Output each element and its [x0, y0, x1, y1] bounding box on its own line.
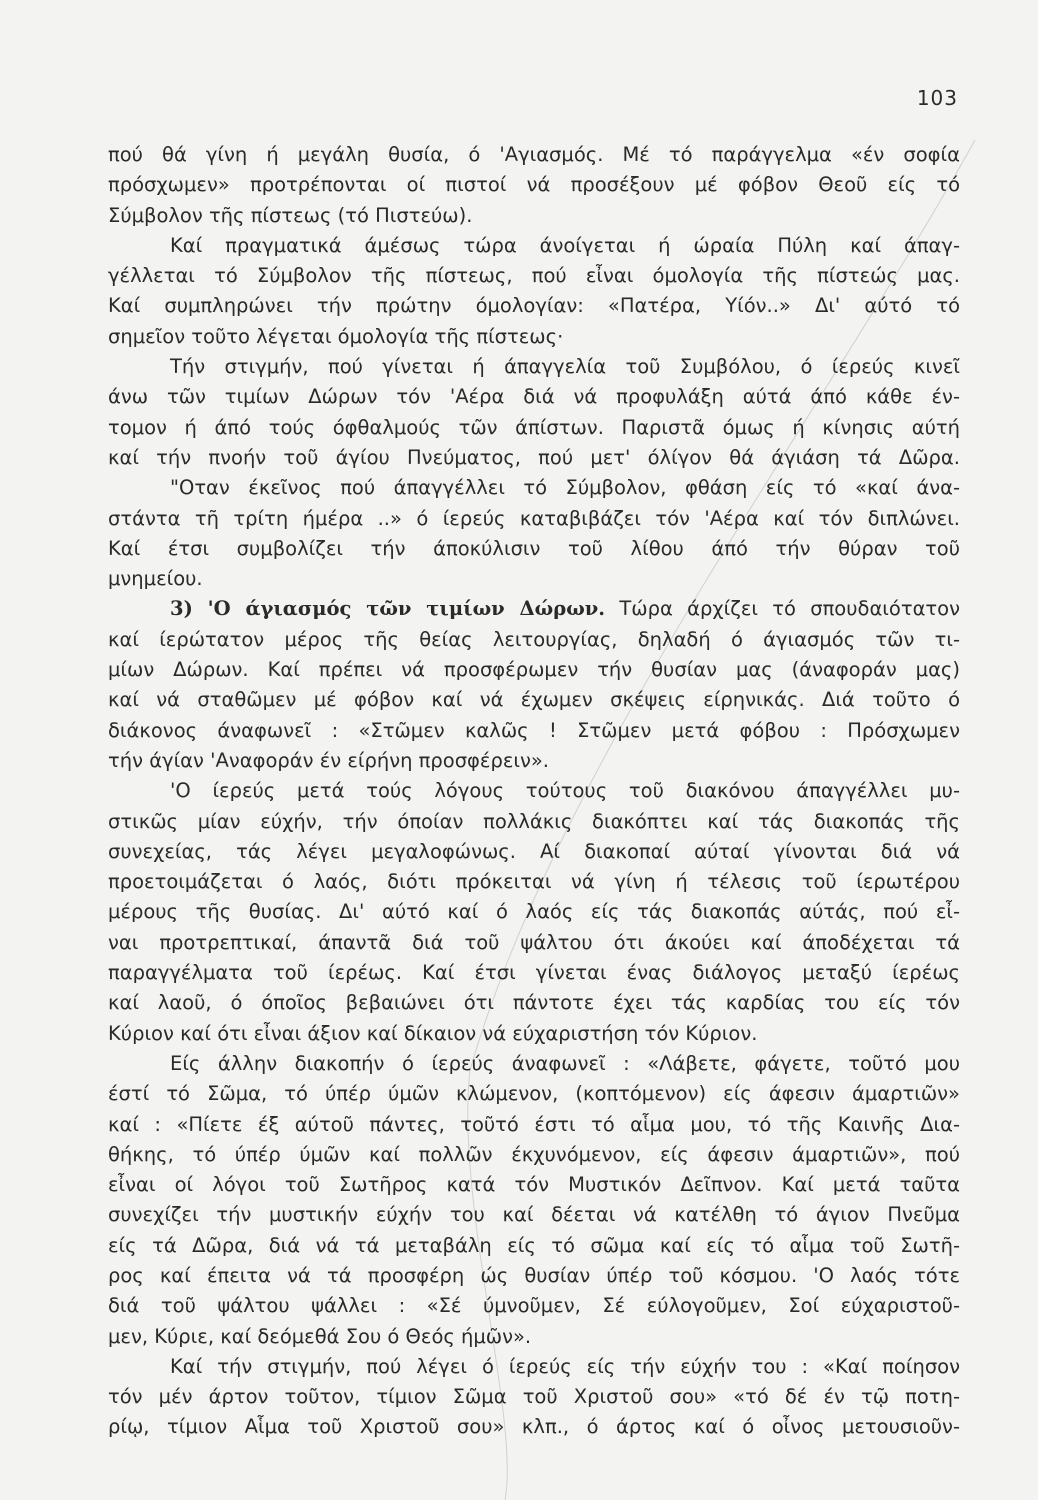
text-line: μίων Δώρων. Καί πρέπει νά προσφέρωμεν τήν θυσίαν μας (άναφοράν μας) — [108, 658, 960, 682]
text-line: καί λαοῦ, ό όποῖος βεβαιώνει ότι πάντοτε έχει τάς καρδίας του είς τόν — [108, 991, 960, 1015]
page-number: 103 — [916, 86, 958, 110]
text-line: Κύριον καί ότι εἶναι άξιον καί δίκαιον νά εύχαριστήση τόν Κύριον. — [108, 1021, 758, 1045]
text-line: πρόσχωμεν» προτρέπονται οί πιστοί νά προσέξουν μέ φόβον Θεοῦ είς τό — [108, 173, 960, 197]
text-line: Τήν στιγμήν, πού γίνεται ή άπαγγελία τοῦ Συμβόλου, ό ίερεύς κινεῖ — [170, 355, 960, 379]
text-line: άνω τῶν τιμίων Δώρων τόν 'Αέρα διά νά προφυλάξη αύτά άπό κάθε έν- — [108, 385, 960, 409]
text-line — [108, 594, 960, 624]
section-heading-rest: Τώρα άρχίζει τό σπουδαιότατον — [605, 597, 960, 621]
text-line: Καί συμπληρώνει τήν πρώτην όμολογίαν: «Πατέρα, Υίόν..» Δι' αύτό τό — [108, 294, 960, 318]
text-line: θήκης, τό ύπέρ ύμῶν καί πολλῶν έκχυνόμενον, είς άφεσιν άμαρτιῶν», πού — [108, 1142, 960, 1166]
text-line: πού θά γίνη ή μεγάλη θυσία, ό 'Αγιασμός. Μέ τό παράγγελμα «έν σοφία — [108, 143, 960, 166]
body-text — [108, 140, 960, 1443]
text-line: τόν μέν άρτον τοῦτον, τίμιον Σῶμα τοῦ Χριστοῦ σου» «τό δέ έν τῷ ποτη- — [108, 1385, 960, 1409]
text-line: μεν, Κύριε, καί δεόμεθά Σου ό Θεός ήμῶν». — [108, 1324, 532, 1348]
text-line: "Οταν έκεῖνος πού άπαγγέλλει τό Σύμβολον, φθάση είς τό «καί άνα- — [170, 476, 960, 500]
text-line: προετοιμάζεται ό λαός, διότι πρόκειται νά γίνη ή τέλεσις τοῦ ίερωτέρου — [108, 870, 960, 894]
text-line: Καί τήν στιγμήν, πού λέγει ό ίερεύς είς τήν εύχήν του : «Καί ποίησον — [170, 1354, 960, 1378]
text-line: εἶναι οί λόγοι τοῦ Σωτῆρος κατά τόν Μυστικόν Δεῖπνον. Καί μετά ταῦτα — [108, 1173, 960, 1197]
text-line: ναι προτρεπτικαί, άπαντᾶ διά τοῦ ψάλτου ότι άκούει καί άποδέχεται τά — [108, 930, 960, 954]
text-line: τομον ή άπό τούς όφθαλμούς τῶν άπίστων. Παριστᾶ όμως ή κίνησις αύτή — [108, 415, 960, 439]
text-line: συνεχίζει τήν μυστικήν εύχήν του καί δέεται νά κατέλθη τό άγιον Πνεῦμα — [108, 1203, 960, 1227]
text-line: συνεχείας, τάς λέγει μεγαλοφώνως. Αί διακοπαί αύταί γίνονται διά νά — [108, 839, 960, 863]
text-line: είς τά Δῶρα, διά νά τά μεταβάλη είς τό σῶμα καί είς τό αἷμα τοῦ Σωτῆ- — [108, 1233, 960, 1257]
text-line: μνημείου. — [108, 567, 203, 591]
text-line: μέρους τῆς θυσίας. Δι' αύτό καί ό λαός είς τάς διακοπάς αύτάς, πού εἶ- — [108, 900, 960, 924]
text-line: Καί έτσι συμβολίζει τήν άποκύλισιν τοῦ λίθου άπό τήν θύραν τοῦ — [108, 536, 960, 560]
section-heading: 3) 'Ο άγιασμός τῶν τιμίων Δώρων. — [170, 597, 606, 621]
text-line: 'Ο ίερεύς μετά τούς λόγους τούτους τοῦ διακόνου άπαγγέλλει μυ- — [170, 779, 960, 803]
text-line: σημεῖον τοῦτο λέγεται όμολογία τῆς πίστεως· — [108, 324, 564, 348]
text-line: Καί πραγματικά άμέσως τώρα άνοίγεται ή ώραία Πύλη καί άπαγ- — [170, 233, 960, 257]
text-line: στικῶς μίαν εύχήν, τήν όποίαν πολλάκις διακόπτει καί τάς διακοπάς τῆς — [108, 809, 960, 833]
text-line: διάκονος άναφωνεῖ : «Στῶμεν καλῶς ! Στῶμεν μετά φόβου : Πρόσχωμεν — [108, 718, 960, 742]
text-line: διά τοῦ ψάλτου ψάλλει : «Σέ ύμνοῦμεν, Σέ εύλογοῦμεν, Σοί εύχαριστοῦ- — [108, 1294, 960, 1318]
text-line: παραγγέλματα τοῦ ίερέως. Καί έτσι γίνεται ένας διάλογος μεταξύ ίερέως — [108, 961, 960, 985]
text-line: ρος καί έπειτα νά τά προσφέρη ώς θυσίαν ύπέρ τοῦ κόσμου. 'Ο λαός τότε — [108, 1263, 960, 1287]
text-line: καί τήν πνοήν τοῦ άγίου Πνεύματος, πού μετ' όλίγον θά άγιάση τά Δῶρα. — [108, 445, 960, 469]
text-line: γέλλεται τό Σύμβολον τῆς πίστεως, πού εἶναι όμολογία τῆς πίστεώς μας. — [108, 264, 960, 288]
text-line: Σύμβολον τῆς πίστεως (τό Πιστεύω). — [108, 203, 473, 227]
text-line: καί νά σταθῶμεν μέ φόβον καί νά έχωμεν σκέψεις είρηνικάς. Διά τοῦτο ό — [108, 688, 960, 712]
text-line: ρίῳ, τίμιον Αἷμα τοῦ Χριστοῦ σου» κλπ., ό άρτος καί ό οἶνος μετουσιοῦν- — [108, 1415, 960, 1439]
text-line: καί ίερώτατον μέρος τῆς θείας λειτουργίας, δηλαδή ό άγιασμός τῶν τι- — [108, 627, 960, 651]
text-line: καί : «Πίετε έξ αύτοῦ πάντες, τοῦτό έστι τό αἷμα μου, τό τῆς Καινῆς Δια- — [108, 1112, 960, 1136]
text-line: στάντα τῆ τρίτη ήμέρα ..» ό ίερεύς καταβιβάζει τόν 'Αέρα καί τόν διπλώνει. — [108, 506, 960, 530]
text-line: έστί τό Σῶμα, τό ύπέρ ύμῶν κλώμενον, (κοπτόμενον) είς άφεσιν άμαρτιῶν» — [108, 1082, 960, 1106]
text-line: τήν άγίαν 'Αναφοράν έν είρήνη προσφέρειν». — [108, 748, 549, 772]
text-line: Είς άλλην διακοπήν ό ίερεύς άναφωνεῖ : «Λάβετε, φάγετε, τοῦτό μου — [170, 1051, 960, 1075]
